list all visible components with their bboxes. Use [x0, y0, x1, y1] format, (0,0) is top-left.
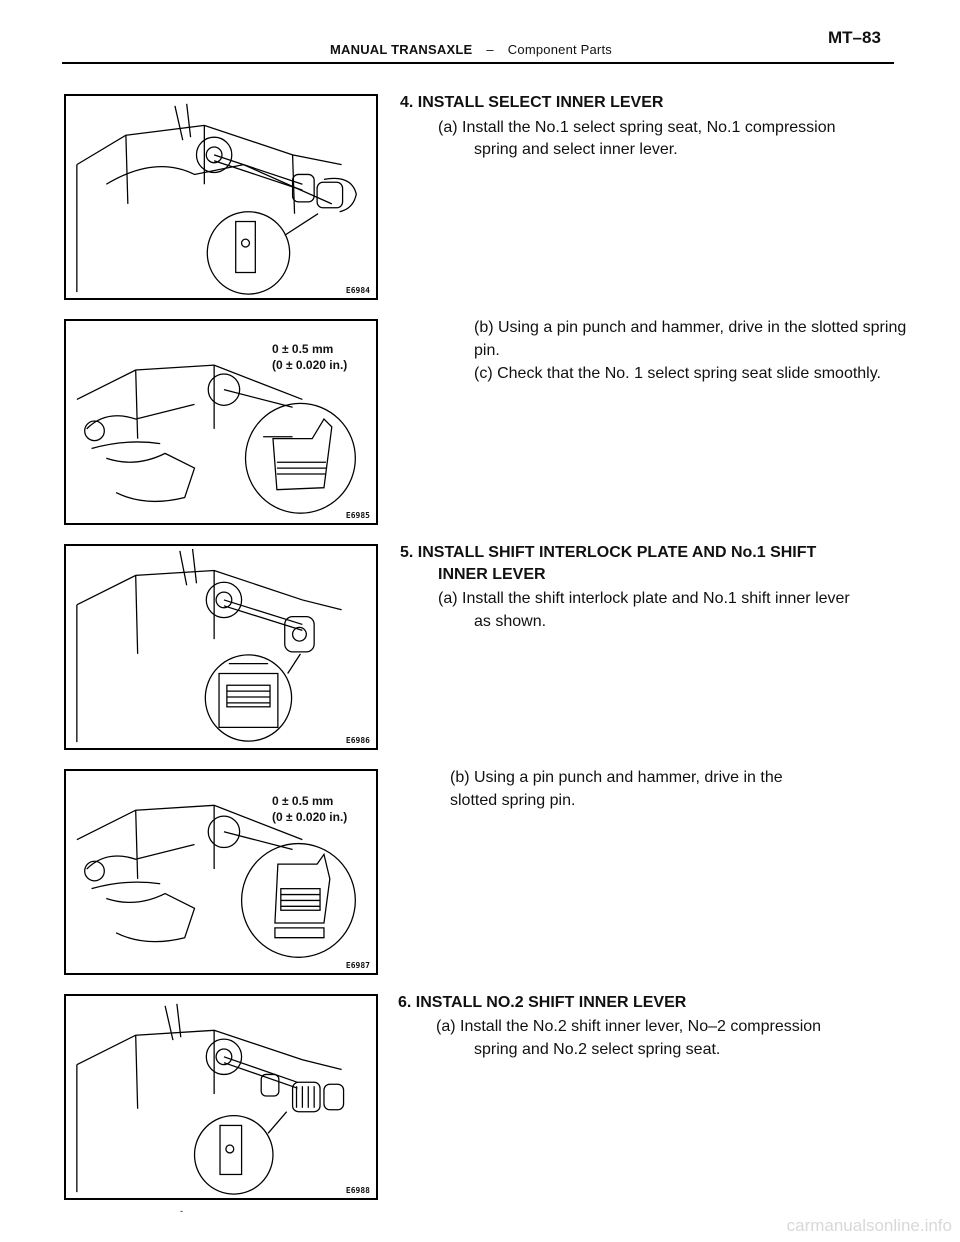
- callout-clearance: [272, 341, 347, 373]
- figure-drive-spring-pin: [64, 319, 378, 525]
- figure-interlock-plate: [64, 544, 378, 750]
- figure-code: E6985: [345, 511, 370, 520]
- header-title: [330, 42, 612, 57]
- figure-code: E6984: [345, 286, 370, 295]
- figure-drive-shift-pin: [64, 769, 378, 975]
- callout-line-in: (0 ± 0.020 in.): [272, 810, 348, 824]
- step-5-title-line-1: 5. INSTALL SHIFT INTERLOCK PLATE AND No.1 SHIFT: [400, 544, 817, 561]
- callout-line-mm: 0 ± 0.5 mm: [272, 794, 334, 808]
- step-4c: (c) Check that the No. 1 select spring seat slide smoothly.: [474, 365, 881, 382]
- step-5a-line-2: as shown.: [474, 613, 547, 630]
- step-6a-line-1: (a) Install the No.2 shift inner lever, No–2 compression: [436, 1018, 822, 1035]
- callout-clearance: [272, 793, 347, 825]
- step-5b-line-1: (b) Using a pin punch and hammer, drive in the: [450, 769, 783, 786]
- step-5b-line-2: slotted spring pin.: [450, 792, 576, 809]
- figure-no2-shift-lever: [64, 994, 378, 1200]
- step-4b-line-1: (b) Using a pin punch and hammer, drive in the slotted spring: [474, 319, 907, 336]
- page-number: MT–83: [828, 28, 881, 47]
- illustration-transaxle-case: [66, 96, 376, 298]
- figure-code: E6987: [345, 961, 370, 970]
- figure-code: E6986: [345, 736, 370, 745]
- figure-code: E6988: [345, 1186, 370, 1195]
- step-4-title: 4. INSTALL SELECT INNER LEVER: [400, 94, 664, 111]
- header-separator: –: [486, 42, 494, 57]
- bottom-mark: -: [180, 1206, 183, 1216]
- step-4b-line-2: pin.: [474, 342, 500, 359]
- section-title: MANUAL TRANSAXLE: [330, 42, 473, 57]
- step-6a-line-2: spring and No.2 select spring seat.: [474, 1041, 721, 1058]
- watermark: carmanualsonline.info: [786, 1216, 952, 1235]
- step-5-title-line-2: INNER LEVER: [438, 566, 546, 583]
- figure-select-inner-lever: [64, 94, 378, 300]
- callout-line-mm: 0 ± 0.5 mm: [272, 342, 334, 356]
- step-4a-line-1: (a) Install the No.1 select spring seat, No.1 compression: [438, 119, 836, 136]
- illustration-no2-shift-lever: [66, 996, 376, 1198]
- header-rule: [62, 62, 894, 64]
- callout-line-in: (0 ± 0.020 in.): [272, 358, 348, 372]
- step-5a-line-1: (a) Install the shift interlock plate and No.1 shift inner lever: [438, 590, 850, 607]
- subsection-title: Component Parts: [507, 42, 612, 57]
- step-6-title: 6. INSTALL NO.2 SHIFT INNER LEVER: [398, 994, 687, 1011]
- illustration-interlock-plate: [66, 546, 376, 748]
- step-4a-line-2: spring and select inner lever.: [474, 141, 678, 158]
